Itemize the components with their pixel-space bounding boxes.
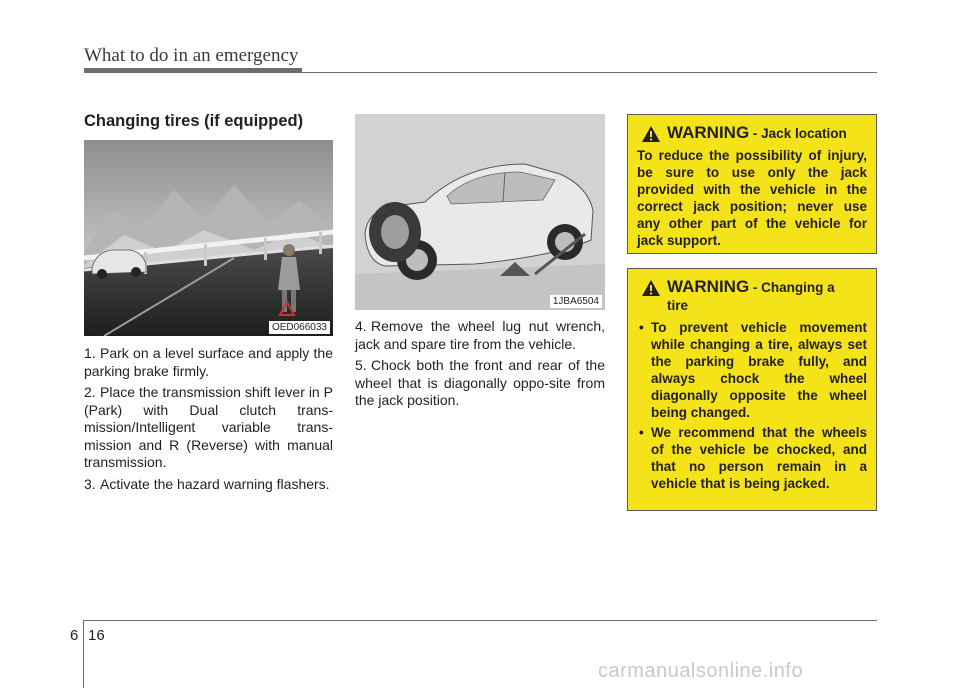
watermark: carmanualsonline.info (598, 660, 804, 682)
chapter-number: 6 (70, 627, 79, 644)
jack-tools-illustration (355, 114, 605, 310)
steps-list-left (84, 345, 333, 497)
step-item: 3. Activate the hazard warning flashers. (84, 475, 330, 492)
warning-box-jack-location (627, 114, 877, 254)
section-title: Changing tires (if equipped) (84, 112, 304, 130)
page-number: 16 (88, 627, 105, 644)
step-item: 5. Chock both the front and rear of the wheel that is diagonally oppo-site from the jack position. (355, 357, 605, 408)
warning-subtitle: - Jack location (749, 126, 847, 141)
footer-divider (84, 620, 877, 621)
warning-triangle-icon (641, 125, 661, 143)
roadside-illustration (84, 140, 333, 336)
warning-subtitle: - Changing a tire (667, 280, 835, 313)
warning-bullet-item: • We recommend that the wheels of the vehicle be chocked, and that no person remain in a vehicle that is being jacked. (637, 424, 867, 492)
header-title: What to do in an emergency (84, 45, 299, 66)
steps-list-right (355, 318, 605, 414)
figure-code: 1JBA6504 (550, 295, 602, 308)
warning-word: WARNING (667, 123, 750, 142)
warning-word: WARNING (667, 277, 750, 296)
step-item: 2. Place the transmission shift lever in P (Park) with Dual clutch trans-mission/Intelligent variable trans-mission and R (Reverse) with manual transmission. (84, 384, 333, 470)
warning-triangle-icon (641, 279, 661, 297)
figure-code: OED066033 (269, 321, 330, 334)
footer-vertical-rule (83, 620, 84, 688)
car-jack-image (355, 114, 605, 310)
warning-bullet-item: • To prevent vehicle movement while changing a tire, always set the parking brake fully, and always chock the wheel diagonally opposite the wheel being changed. (637, 319, 867, 421)
step-item: 1. Park on a level surface and apply the parking brake firmly. (84, 345, 333, 379)
warning-body: To reduce the possibility of injury, be sure to use only the jack provided with the vehicle in the correct jack position; never use any other part of the vehicle for jack support. (637, 148, 867, 248)
header-divider (84, 72, 877, 73)
spare-tire-shape (369, 202, 421, 262)
warning-bullets (637, 319, 867, 492)
step-item: 4. Remove the wheel lug nut wrench, jack and spare tire from the vehicle. (355, 318, 605, 352)
warning-box-changing-tire (627, 268, 877, 511)
roadside-scene-image (84, 140, 333, 336)
